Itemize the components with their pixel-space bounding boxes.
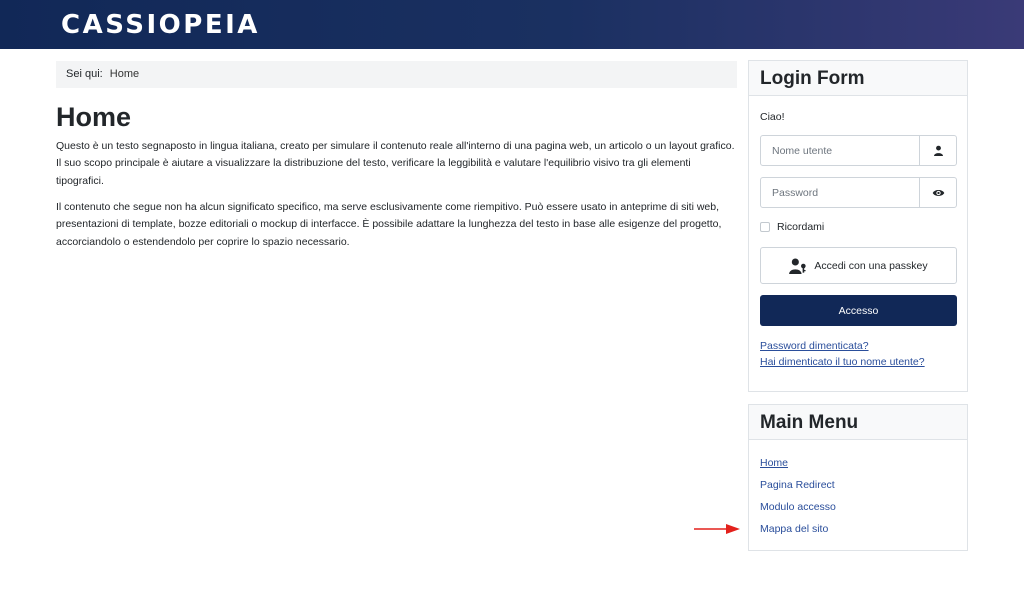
username-field-group xyxy=(760,135,957,166)
forgot-password-link[interactable]: Password dimenticata? xyxy=(760,340,869,352)
user-icon xyxy=(919,136,956,165)
username-input[interactable] xyxy=(761,136,919,165)
user-key-icon xyxy=(789,258,807,274)
article-paragraph-2: Il contenuto che segue non ha alcun significato specifico, ma serve esclusivamente come riempitivo. Può essere usato in anteprime di siti web, presentazioni di template, bozze editoriali o mockup di interfacce. È possibile adattare la lunghezza del testo in base alle esigenze del progetto, accorciandolo o estendendolo per coprire lo spazio necessario. xyxy=(56,201,722,248)
passkey-button-label: Accedi con una passkey xyxy=(814,259,928,272)
page-title: Home xyxy=(56,102,132,132)
password-input[interactable] xyxy=(761,178,919,207)
article-paragraph-1: Questo è un testo segnaposto in lingua italiana, creato per simulare il contenuto reale all'interno di una pagina web, un articolo o un layout grafico. Il suo scopo principale è aiutare a visualizzare la distribuzione del testo, verificare la leggibilità e valutare l'equilibrio visivo tra gli elementi tipografici. xyxy=(56,140,735,187)
forgot-username-link[interactable]: Hai dimenticato il tuo nome utente? xyxy=(760,356,925,368)
site-brand[interactable]: CASSIOPEIA xyxy=(61,10,260,40)
password-field-group xyxy=(760,177,957,208)
breadcrumb xyxy=(56,61,737,88)
login-submit-button[interactable]: Accesso xyxy=(760,295,957,326)
red-arrow-icon xyxy=(694,523,740,535)
main-menu-title: Main Menu xyxy=(749,405,967,440)
remember-me-checkbox[interactable] xyxy=(760,222,770,232)
login-greeting: Ciao! xyxy=(760,111,785,123)
login-form-module xyxy=(748,60,968,392)
menu-item-modulo-accesso[interactable]: Modulo accesso xyxy=(760,501,836,513)
site-header xyxy=(0,0,1024,49)
menu-item-pagina-redirect[interactable]: Pagina Redirect xyxy=(760,479,835,491)
breadcrumb-current: Home xyxy=(109,68,140,80)
main-menu-module xyxy=(748,404,968,551)
eye-icon[interactable] xyxy=(919,178,956,207)
remember-me-label: Ricordami xyxy=(777,221,825,233)
remember-me[interactable] xyxy=(760,221,824,233)
passkey-login-button[interactable] xyxy=(760,247,957,284)
breadcrumb-label: Sei qui: xyxy=(66,68,103,80)
main-menu-list xyxy=(760,456,836,544)
login-form-title: Login Form xyxy=(749,61,967,96)
menu-item-mappa-del-sito[interactable]: Mappa del sito xyxy=(760,523,829,535)
menu-item-home[interactable]: Home xyxy=(760,457,789,469)
